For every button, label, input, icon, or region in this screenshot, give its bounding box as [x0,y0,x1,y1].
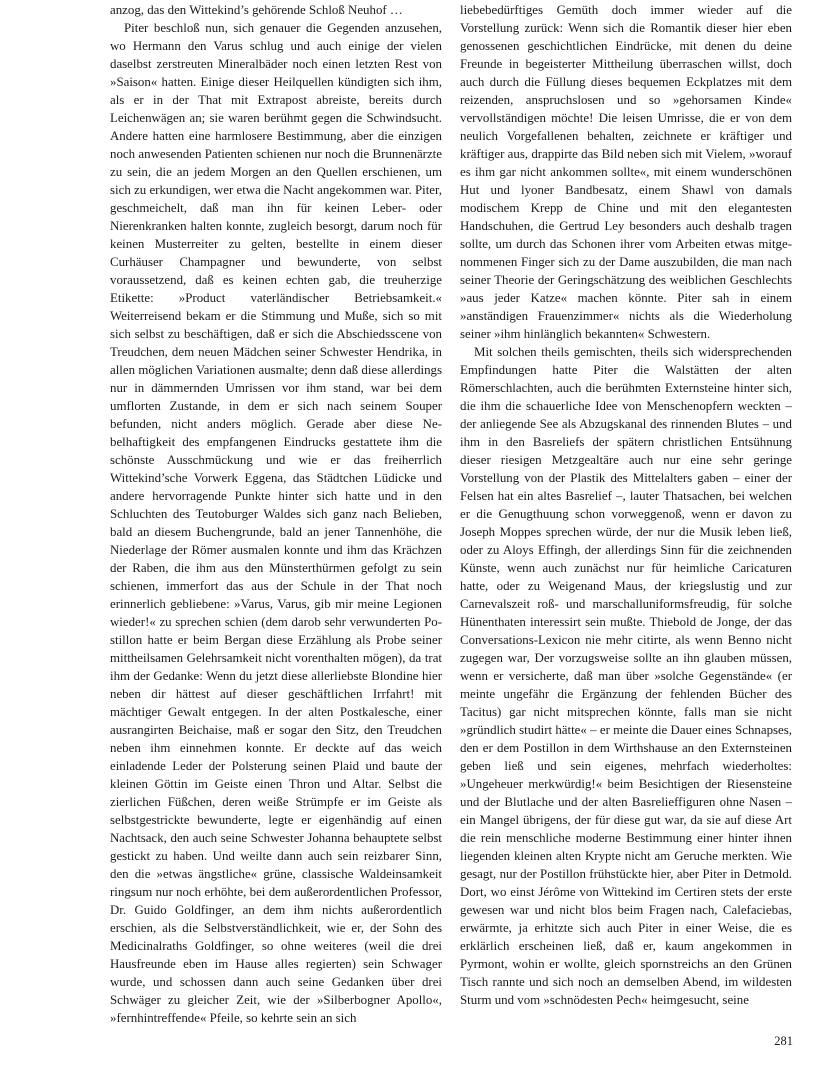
paragraph: Piter beschloß nun, sich genauer die Gegenden anzusehen, wo Hermann den Varus schlug und auch einige der vielen daselbst zerstreuten Mineralbäder noch einen letzten Rest von »Saison« hatten. Einige dieser Heilquellen kündigten sich ihm, als er in der That mit Extrapost abreiste, bereits durch Leichenwägen an; sie waren berühmt gegen die Schwindsucht. Andere hatten eine harmlosere Bestimmung, aber die einzigen noch anwesenden Patienten schienen nur noch die Brunnenärzte zu sein, die an jedem Morgen an den Quellen erschienen, um sich zu erkundigen, wer etwa die Nacht angekommen war. Piter, geschmeichelt, daß man ihn für keinen Leber- oder Nierenkranken halten konnte, zugleich besorgt, darum noch für keinen Musterreiter zu gelten, bestellte in einem dieser Curhäuser Champagner und bewunderte, von selbst voraussetzend, daß es keinen echten gab, die treuherzige Etikette: »Product vaterländischer Betriebsamkeit.« Weiterreisend bekam er die Stimmung und Muße, sich so mit sich selbst zu beschäftigen, daß er sich die Abschiedsscene von Treudchen, dem neuen Mädchen seiner Schwester Hendrika, in allen möglichen Variationen ausmalte; denn daß diese allerdings nur in dämmernden Umrissen vor ihm stand, war bei dem umflorten Zustande, in dem er sich nach seinem Souper befunden, nicht anders möglich. Gerade aber diese Nebelhaftigkeit des empfangenen Eindrucks gestattete ihm die schönste Ausschmückung und wie er das freiherrlich Wittekind’sche Vorwerk Eggena, das Städtchen Lüdicke und andere hervorragende Punkte hinter sich hatte und in den Schluchten des Teutoburger Waldes sich ganz nach Belieben, bald an diesem Buchengrunde, bald an jener Tannenhöhe, die Niederlage der Römer ausmalen konnte und ihm das Krächzen der Raben, die ihm aus den Münsterthürmen gefolgt zu sein schienen, immerfort das aus der Schule in der That noch erinnerlich gebliebene: »Varus, Varus, gib mir meine Legionen wieder!« zu sprechen schien (dem darob sehr verwunderten Postillon hatte er beim Bergan diese Erzählung als Probe seiner mittheilsamen Gelehrsamkeit nicht vorenthalten mögen), da trat ihm der Gedanke: Wenn du jetzt diese allerliebste Blondine hier neben dir hättest auf dieser geschäftlichen Irrfahrt! mit mächtiger Gewalt entgegen. In der alten Postkalesche, einer ausrangirten Beichaise, maß er sogar den Sitz, den Treudchen neben ihm einnehmen konnte. Er deckte auf das weich einladende Leder der Polsterung seinen Plaid und baute der kleinen Göttin im Geiste einen Thron und Altar. Selbst die zierlichen Füßchen, deren weiße Strümpfe er im Geiste als selbstgestrickte bewunderte, legte er eigenhändig auf einen Nachtsack, den auch seine Schwester Johanna behauptete selbst gestickt zu haben. Und weilte dann auch sein reizbarer Sinn, den die »etwas ängstliche« grüne, classische Waldeinsamkeit ringsum nur noch erhöhte, bei dem außerordentlichen Professor, Dr. Guido Goldfinger, an dem ihm nichts außerordentlich erschien, als die Selbstverständlichkeit, wie er, der Sohn des Medicinalraths Goldfinger, so ohne weiteres (weil die drei Hausfreunde eben im Hause alles regierten) sein Schwager wurde, und schossen dann auch seine Gedanken über drei Schwäger zu gleicher Zeit, wie der »Silberbogner Apollo«, »fernhintreffende« Pfeile, so kehrte sein an sich [110,21,442,1025]
paragraph-continued: anzog, das den Wittekind’s gehörende Schloß Neuhof … [110,3,403,17]
paragraph: Mit solchen theils gemischten, theils sich widersprechenden Empfindungen hatte Piter die Walstätten der alten Römerschlachten, auch die berühmten Externsteine hinter sich, die ihm die schauerliche Idee von Menschenopfern weckten – der anliegende See als Abzugskanal des rinnenden Blutes – und ihm in den Basreliefs der spätern christlichen Entsühnung dieser riesigen Metzgealtäre auch nur eine sehr geringe Vorstellung von der Plastik des Mittelalters gaben – einer der Felsen hat ein altes Basrelief –, lauter Thatsachen, bei welchen er die Genugthuung schon vorweggenoß, wenn er davon zu Joseph Moppes sprechen würde, der nur die Musik leben ließ, oder zu Aloys Effingh, der allerdings Sinn für die zeichnenden Künste, wenn auch zunächst nur für heimliche Caricaturen hatte, oder zu Weigenand Maus, der kriegslustig und zur Carnevalszeit roß- und marschalluniformsfreudig, für solche Hünenthaten interessirt sein mußte. Thiebold de Jonge, der das Conversations-Lexicon nie mehr citirte, als wenn Benno nicht zugegen war, Der vorzugsweise sollte an ihn glauben müssen, wenn er versicherte, daß man über »solche Gegenstände« (er meinte ungefähr die Ergänzung der fehlenden Bücher des Tacitus) gar nicht mitsprechen könnte, falls man sie nicht »gründlich studirt hätte« – er meinte die Dauer eines Schnapses, den er dem Postillon in dem Wirthshause an den Externsteinen geben ließ und sein eigenes, mehrfach wiederholtes: »Ungeheuer merkwürdig!« beim Besichtigen der Riesensteine und der Blutlache und der alten Basrelieffiguren ohne Nasen – ein Mangel übrigens, der für diese gut war, da sie auf diese Art die rein menschliche moderne Bestimmung einer hinter ihnen liegenden kleinen alten Krypte nicht am Geruche merkten. Wie gesagt, nur der Postillon frühstückte hier, aber Piter in Detmold. Dort, wo einst Jérôme von Wittekind im Certiren stets der erste gewesen war und nicht blos beim Fragen nach, Calefaciebas, erwärmte, ja erhitzte sich auch Piter in einer Weise, die es erklärlich erscheinen ließ, daß er, kaum angekommen in Pyrmont, wohin er wollte, gleich spornstreichs an den Grünen Tisch rannte und sich noch an demselben Abend, im wildesten Sturm und vom »schnödesten Pech« heimgesucht, seine [460,345,792,1007]
right-text-column [460,1,792,1009]
left-text-column [110,1,442,1027]
paragraph-continued: liebebedürftiges Gemüth doch immer wieder auf die Vorstellung zurück: Wenn sich die Romantik dieser hier eben genossenen geschichtlichen Eindrücke, mit denen du deine Freunde in begeisterter Mittheilung überraschen willst, doch auch durch die Füllung dieses bequemen Eckplatzes mit dem reizenden, anspruchslosen und so »gehorsamen Kinde« vervollständigen möchte! Die leisen Umrisse, die er von dem neulich Vorgefallenen behalten, zeichnete er kräftiger und kräftiger aus, drappirte das Bild neben sich mit Vielem, »worauf es ihm gar nicht ankommen sollte«, mit einem wunderschönen Hut und lyoner Bandbesatz, einem Shawl von damals modischem Krepp de Chine und mit den elegantesten Handschuhen, die Gertrud Ley besonders auch deshalb tragen sollte, um durch das Schonen ihrer vom Arbeiten etwas mitgenommenen Finger sich zu der Dame auszubilden, die man nach seiner Theorie der Geringschätzung des weiblichen Geschlechts »aus jeder Katze« machen könnte. Piter sah in einem »anständigen Frauenzimmer« nichts als die Wiederholung seiner »ihm hinlänglich bekannten« Schwestern. [460,3,792,341]
page-number: 281 [774,1034,793,1048]
